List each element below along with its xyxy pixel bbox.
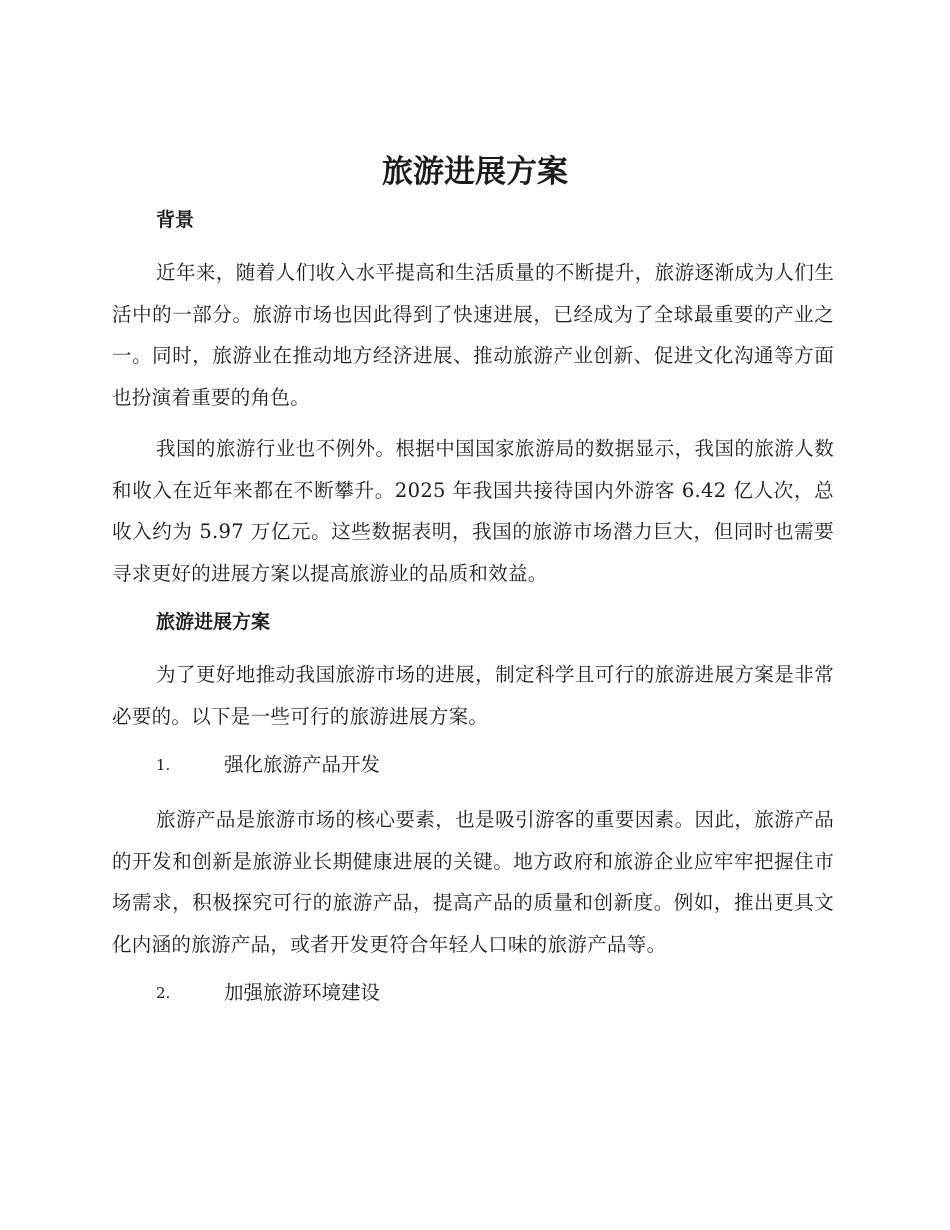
list-number: 2.	[156, 984, 171, 1002]
list-number: 1.	[156, 756, 171, 774]
paragraph: 为了更好地推动我国旅游市场的进展，制定科学且可行的旅游进展方案是非常必要的。以下是一些可行的旅游进展方案。	[112, 663, 834, 728]
paragraph: 旅游产品是旅游市场的核心要素，也是吸引游客的重要因素。因此，旅游产品的开发和创新是旅游业长期健康进展的关键。地方政府和旅游企业应牢牢把握住市场需求，积极探究可行的旅游产品，提高产品的质量和创新度。例如，推出更具文化内涵的旅游产品，或者开发更符合年轻人口味的旅游产品等。	[112, 808, 834, 956]
document-body	[112, 202, 834, 1027]
list-item-title: 强化旅游产品开发	[224, 753, 381, 776]
paragraph: 近年来，随着人们收入水平提高和生活质量的不断提升，旅游逐渐成为人们生活中的一部分。旅游市场也因此得到了快速进展，已经成为了全球最重要的产业之一。同时，旅游业在推动地方经济进展、推动旅游产业创新、促进文化沟通等方面也扮演着重要的角色。	[112, 261, 834, 409]
paragraph: 我国的旅游行业也不例外。根据中国国家旅游局的数据显示，我国的旅游人数和收入在近年来都在不断攀升。2025 年我国共接待国内外游客 6.42 亿人次，总收入约为 5.97 万亿元。这些数据表明，我国的旅游市场潜力巨大，但同时也需要寻求更好的进展方案以提高旅游业的品质和效益。	[112, 437, 834, 585]
list-item-heading	[112, 975, 834, 1011]
list-item-title: 加强旅游环境建设	[224, 981, 381, 1004]
document-title: 旅游进展方案	[382, 154, 568, 190]
section-heading-background: 背景	[156, 209, 195, 231]
list-item-heading	[112, 747, 834, 783]
section-heading-plan: 旅游进展方案	[156, 611, 271, 633]
